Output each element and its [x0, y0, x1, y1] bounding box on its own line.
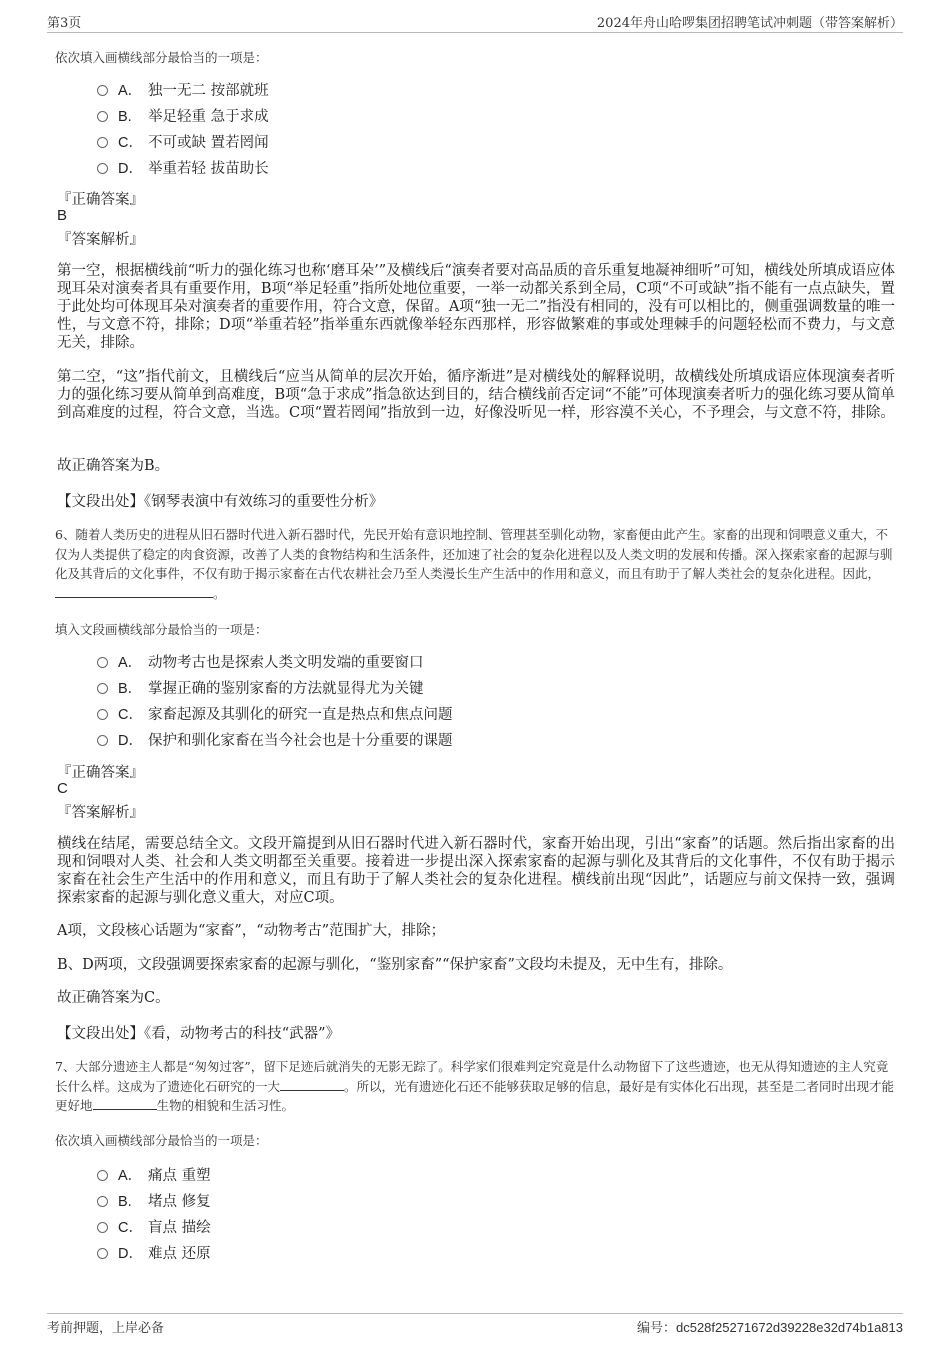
radio-icon[interactable]: [97, 735, 108, 746]
fill-blank: [93, 1109, 157, 1110]
radio-icon[interactable]: [97, 1196, 108, 1207]
fill-blank: [55, 597, 213, 598]
q5-source: 【文段出处】《钢琴表演中有效练习的重要性分析》: [57, 494, 384, 510]
page-number: 第3页: [47, 16, 82, 31]
fill-blank: [280, 1090, 344, 1091]
q5-analysis-p3: 故正确答案为B。: [57, 458, 170, 474]
q6-analysis-p3: B、D两项，文段强调要探索家畜的起源与驯化，“鉴别家畜”“保护家畜”文段均未提及，无中生有，排除。: [57, 957, 733, 973]
q6-option-c[interactable]: C． 家畜起源及其驯化的研究一直是热点和焦点问题: [97, 702, 453, 728]
q6-source: 【文段出处】《看，动物考古的科技“武器”》: [57, 1026, 341, 1042]
q5-analysis-p2: 第二空，“这”指代前文，且横线后“应当从简单的层次开始，循序渐进”是对横线处的解释说明，故横线处所填成语应体现演奏者听力的强化练习要从简单到高难度，B项“急于求成”指急欲达到目的，结合横线前否定词“不能”可体现演奏者听力的强化练习要从简单到高难度的过程，符合文意，当选。C项“置若罔闻”指放到一边，好像没听见一样，形容漠不关心，不予理会，与文意不符，排除。: [57, 369, 895, 421]
q7-options: [97, 1163, 211, 1267]
q6-option-a[interactable]: A． 动物考古也是探索人类文明发端的重要窗口: [97, 650, 453, 676]
q7-option-c[interactable]: C． 盲点 描绘: [97, 1215, 211, 1241]
document-title: 2024年舟山哈啰集团招聘笔试冲刺题（带答案解析）: [596, 16, 903, 31]
q5-analysis-p1: 第一空，根据横线前“听力的强化练习也称‘磨耳朵’”及横线后“演奏者要对高品质的音乐重复地凝神细听”可知，横线处所填成语应体现耳朵对演奏者具有重要作用，B项“举足轻重”指所处地位重要，一举一动都关系到全局，C项“不可或缺”指不能有一点点缺失，置于此处均可体现耳朵对演奏者的重要作用，符合文意，保留。A项“独一无二”指没有相同的，没有可以相比的，侧重强调数量的唯一性，与文意不符，排除；D项“举重若轻”指举重东西就像举轻东西那样，形容做繁难的事或处理棘手的问题轻松而不费力，与文意无关，排除。: [57, 263, 895, 351]
q7-prompt: 依次填入画横线部分最恰当的一项是：: [55, 1133, 268, 1148]
q6-analysis-p1: 横线在结尾，需要总结全文。文段开篇提到从旧石器时代进入新石器时代，家畜开始出现，引出“家畜”的话题。然后指出家畜的出现和饲喂对人类、社会和人类文明都至关重要。接着进一步提出深入探索家畜的起源与驯化及其背后的文化事件，不仅有助于揭示家畜在社会生产生活中的作用和意义，而且有助于了解人类社会的复杂化进程。横线前出现“因此”，话题应与前文保持一致，强调探索家畜的起源与驯化意义重大，对应C项。: [57, 836, 895, 906]
radio-icon[interactable]: [97, 85, 108, 96]
page-header: [47, 8, 903, 33]
page-footer: [47, 1313, 903, 1338]
q5-answer: B: [57, 207, 68, 224]
radio-icon[interactable]: [97, 1248, 108, 1259]
q5-options: [97, 78, 269, 182]
q5-answer-label: 『正确答案』: [57, 192, 144, 208]
q6-option-d[interactable]: D． 保护和驯化家畜在当今社会也是十分重要的课题: [97, 728, 453, 754]
radio-icon[interactable]: [97, 657, 108, 668]
q5-analysis-label: 『答案解析』: [57, 232, 144, 248]
q6-prompt: 填入文段画横线部分最恰当的一项是：: [55, 622, 268, 637]
q6-options: [97, 650, 453, 754]
q6-stem: 6、随着人类历史的进程从旧石器时代进入新石器时代，先民开始有意识地控制、管理甚至驯化动物，家畜便由此产生。家畜的出现和饲喂意义重大，不仅为人类提供了稳定的肉食资源，改善了人类的食物结构和生活条件，还加速了社会的复杂化进程以及人类文明的发展和传播。深入探索家畜的起源与驯化及其背后的文化事件，不仅有助于揭示家畜在古代农耕社会乃至人类漫长生产生活中的作用和意义，而且有助于了解人类社会的复杂化进程。因此，。: [55, 527, 893, 601]
q6-answer: C: [57, 780, 68, 797]
radio-icon[interactable]: [97, 137, 108, 148]
radio-icon[interactable]: [97, 683, 108, 694]
q5-prompt: 依次填入画横线部分最恰当的一项是：: [55, 50, 268, 65]
q6-answer-label: 『正确答案』: [57, 765, 144, 781]
footer-slogan: 考前押题，上岸必备: [47, 1321, 165, 1336]
q6-analysis-p2: A项，文段核心话题为“家畜”，“动物考古”范围扩大，排除；: [57, 923, 446, 939]
radio-icon[interactable]: [97, 111, 108, 122]
q5-option-c[interactable]: C． 不可或缺 置若罔闻: [97, 130, 269, 156]
q6-option-b[interactable]: B． 掌握正确的鉴别家畜的方法就显得尤为关键: [97, 676, 453, 702]
document-id: 编号：dc528f25271672d39228e32d74b1a813: [636, 1320, 903, 1336]
q5-option-d[interactable]: D． 举重若轻 拔苗助长: [97, 156, 269, 182]
q7-option-d[interactable]: D． 难点 还原: [97, 1241, 211, 1267]
q5-option-b[interactable]: B. 举足轻重 急于求成: [97, 104, 269, 130]
q7-option-b[interactable]: B. 堵点 修复: [97, 1189, 211, 1215]
q7-option-a[interactable]: A． 痛点 重塑: [97, 1163, 211, 1189]
radio-icon[interactable]: [97, 1222, 108, 1233]
radio-icon[interactable]: [97, 709, 108, 720]
q7-stem: 7、大部分遗迹主人都是“匆匆过客”，留下足迹后就消失的无影无踪了。科学家们很难判定究竟是什么动物留下了这些遗迹，也无从得知遗迹的主人究竟长什么样。这成为了遗迹化石研究的一大 。所以，光有遗迹化石还不能够获取足够的信息，最好是有实体化石出现，甚至是二者同时出现才能更好地 生物的相貌和生活习性。: [55, 1059, 895, 1113]
radio-icon[interactable]: [97, 1170, 108, 1181]
radio-icon[interactable]: [97, 163, 108, 174]
q6-analysis-label: 『答案解析』: [57, 805, 144, 821]
q6-analysis-p4: 故正确答案为C。: [57, 990, 170, 1006]
q5-option-a[interactable]: A． 独一无二 按部就班: [97, 78, 269, 104]
